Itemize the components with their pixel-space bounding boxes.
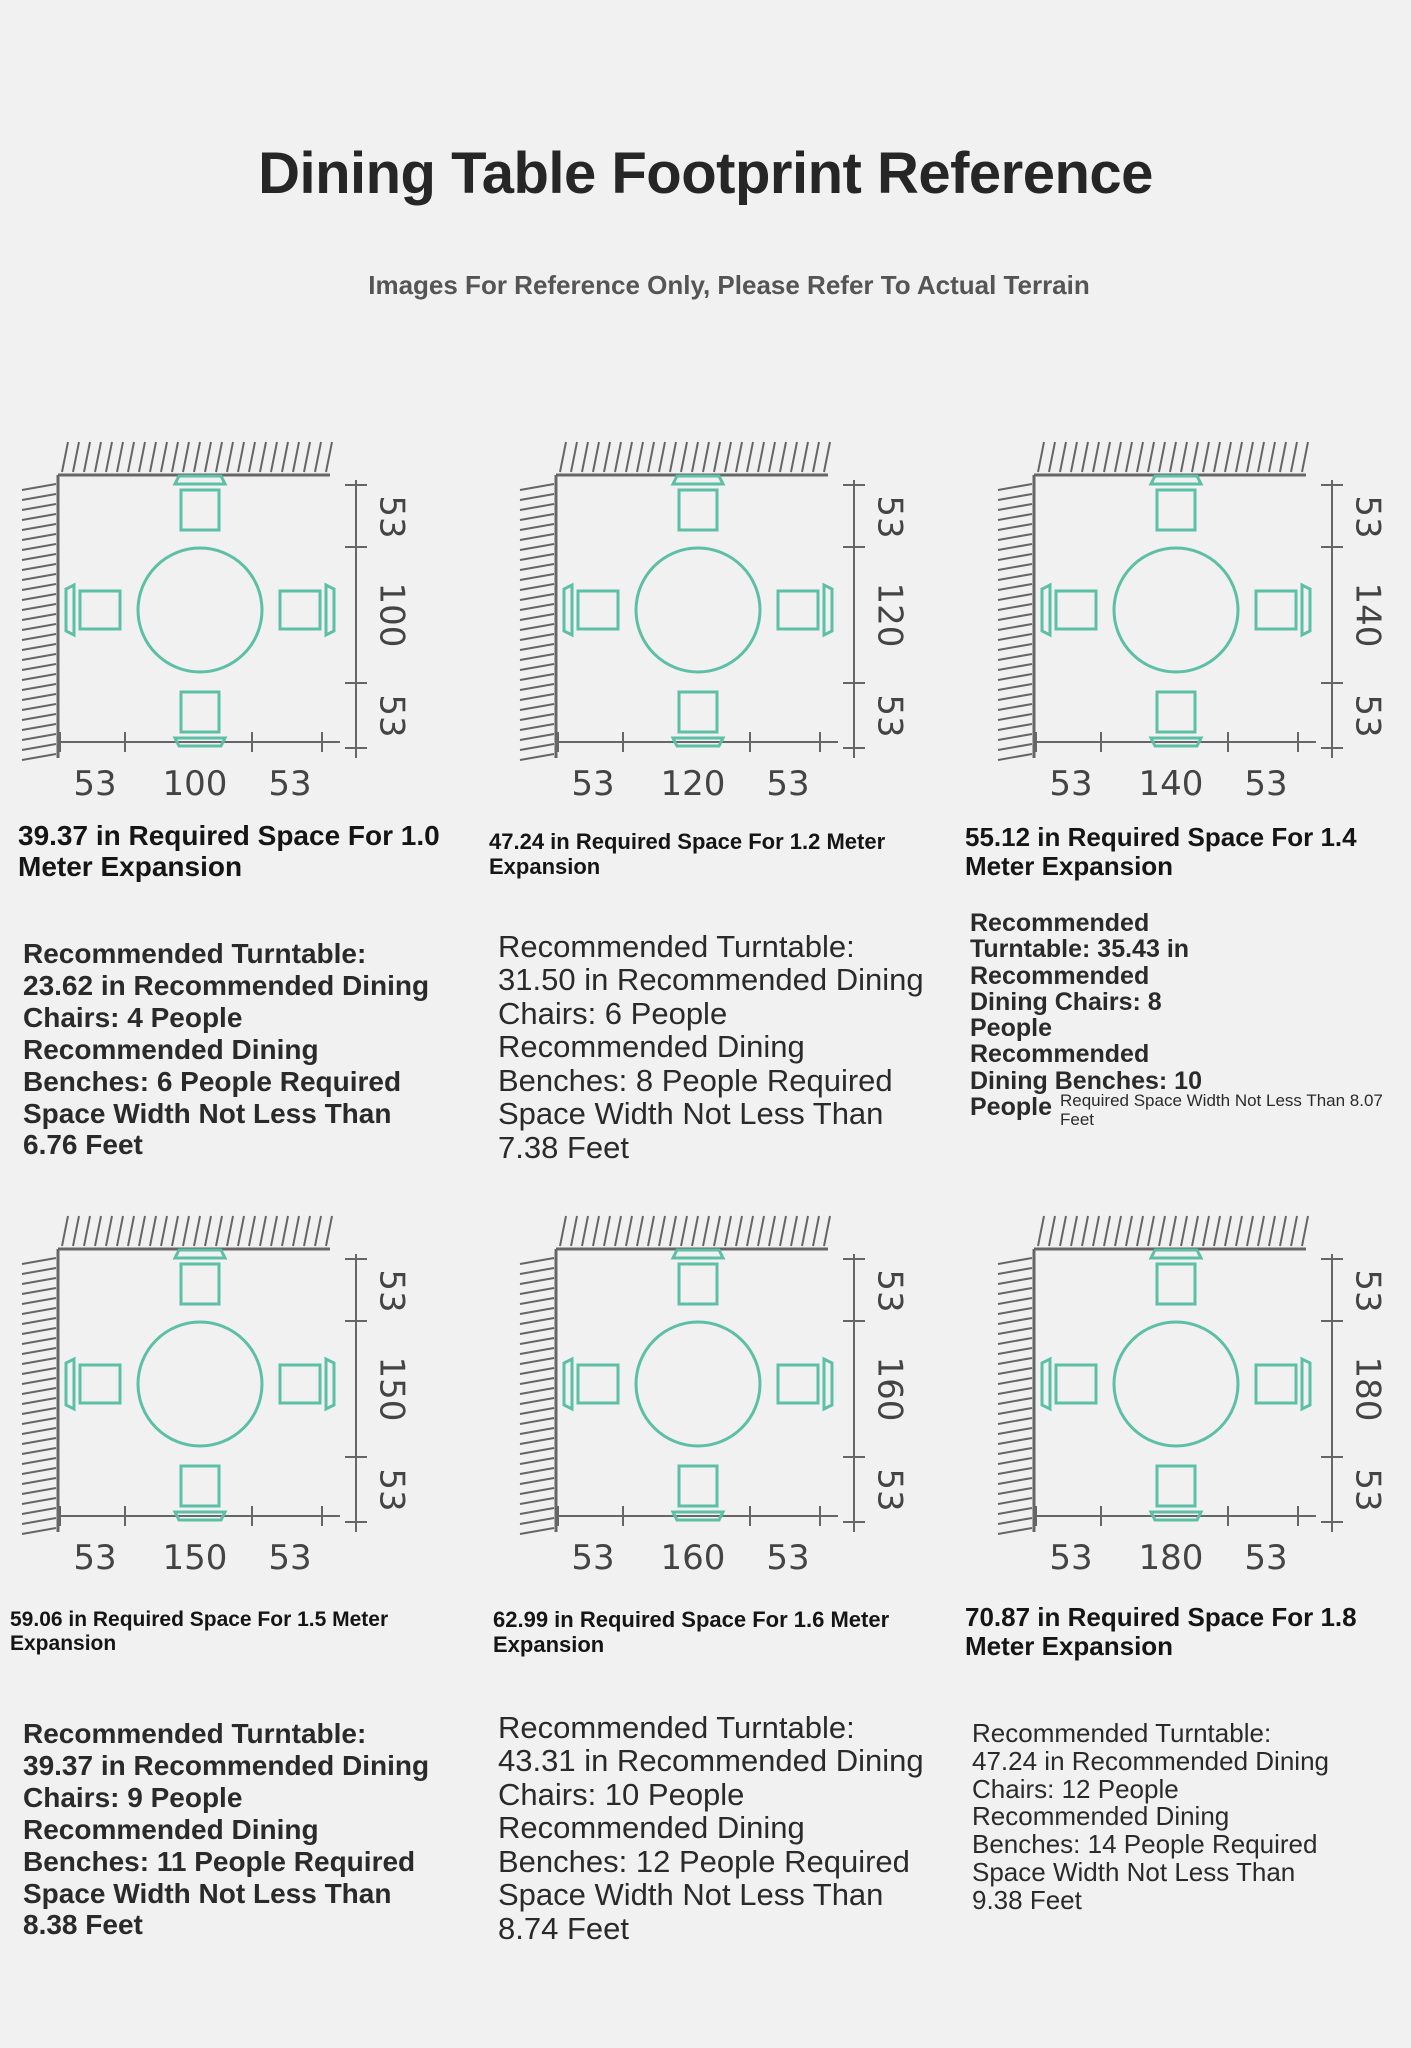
dim-label-bottom-right: 53 <box>766 764 810 804</box>
dim-label-right-size: 120 <box>869 582 910 648</box>
dim-label-bottom-left: 53 <box>571 1538 615 1578</box>
chair-left <box>564 1359 618 1409</box>
dim-label-bottom-size: 140 <box>1138 764 1204 804</box>
dim-label-bottom-left: 53 <box>1049 764 1093 804</box>
table-heading-1: 39.37 in Required Space For 1.0 Meter Expansion <box>18 820 440 883</box>
chair-right <box>1256 585 1310 635</box>
floor-plan-diagram-6 <box>976 1204 1396 1584</box>
floor-plan-diagram-5 <box>498 1204 918 1584</box>
floor-plan-svg <box>0 1204 420 1584</box>
dim-label-bottom-right: 53 <box>1244 764 1288 804</box>
dim-label-bottom-size: 120 <box>660 764 726 804</box>
dim-label-bottom-size: 160 <box>660 1538 726 1578</box>
dim-label-bottom-right: 53 <box>268 764 312 804</box>
dim-label-bottom-left: 53 <box>73 764 117 804</box>
dimension-bottom <box>58 1506 340 1526</box>
dimension-bottom <box>556 1506 838 1526</box>
wall-top-hatch <box>1038 442 1308 472</box>
round-table <box>1114 548 1238 672</box>
dim-label-right-bottom: 53 <box>869 1468 910 1512</box>
recommendation-3-extra: Required Space Width Not Less Than 8.07 Feet <box>1060 1091 1383 1129</box>
wall-left-hatch <box>520 1258 554 1534</box>
dimension-right <box>843 1254 865 1532</box>
round-table <box>1114 1322 1238 1446</box>
dimension-bottom <box>556 732 838 752</box>
floor-plan-svg <box>976 1204 1396 1584</box>
wall-top-hatch <box>560 442 830 472</box>
chair-left <box>1042 1359 1096 1409</box>
recommendation-6: Recommended Turntable: 47.24 in Recommended Dining Chairs: 12 People Recommended Dining Benches: 14 People Required Space Width Not Less Than 9.38 Feet <box>972 1718 1329 1915</box>
page-subtitle: Images For Reference Only, Please Refer To Actual Terrain <box>368 270 1090 300</box>
dim-label-right-bottom: 53 <box>371 694 412 738</box>
table-heading-4: 59.06 in Required Space For 1.5 Meter Expansion <box>10 1608 389 1655</box>
chair-right <box>778 585 832 635</box>
dimension-right <box>345 480 367 758</box>
dimension-bottom <box>1034 1506 1316 1526</box>
dim-label-bottom-right: 53 <box>766 1538 810 1578</box>
dim-label-right-size: 100 <box>371 582 412 648</box>
dim-label-right-bottom: 53 <box>869 694 910 738</box>
dim-label-bottom-size: 100 <box>162 764 228 804</box>
recommendation-5: Recommended Turntable: 43.31 in Recommended Dining Chairs: 10 People Recommended Dining Benches: 12 People Required Space Width Not Less Than 8.74 Feet <box>498 1710 924 1946</box>
dimension-bottom <box>58 732 340 752</box>
wall-left-hatch <box>998 1258 1032 1534</box>
round-table <box>636 1322 760 1446</box>
chair-bottom <box>673 692 723 746</box>
dim-label-right-bottom: 53 <box>1347 1468 1388 1512</box>
chair-bottom <box>1151 692 1201 746</box>
dimension-right <box>1321 480 1343 758</box>
dim-label-right-size: 150 <box>371 1356 412 1422</box>
recommendation-3: Recommended Turntable: 35.43 in Recommended Dining Chairs: 8 People Recommended Dining Benches: 10 People <box>970 909 1202 1121</box>
chair-right <box>280 1359 334 1409</box>
wall-left-hatch <box>998 484 1032 760</box>
dimension-bottom <box>1034 732 1316 752</box>
dim-label-bottom-left: 53 <box>571 764 615 804</box>
chair-bottom <box>673 1466 723 1520</box>
floor-plan-diagram-2 <box>498 430 918 810</box>
table-heading-5: 62.99 in Required Space For 1.6 Meter Expansion <box>493 1607 890 1657</box>
floor-plan-svg <box>498 430 918 810</box>
dim-label-bottom-left: 53 <box>73 1538 117 1578</box>
wall-left-hatch <box>22 484 56 760</box>
dim-label-right-bottom: 53 <box>1347 694 1388 738</box>
chair-right <box>1256 1359 1310 1409</box>
chair-left <box>66 585 120 635</box>
table-heading-6: 70.87 in Required Space For 1.8 Meter Expansion <box>965 1603 1357 1662</box>
dim-label-right-top: 53 <box>371 495 412 539</box>
page-title: Dining Table Footprint Reference <box>258 141 1153 206</box>
dim-label-right-size: 160 <box>869 1356 910 1422</box>
dim-label-right-bottom: 53 <box>371 1468 412 1512</box>
dimension-right <box>1321 1254 1343 1532</box>
chair-bottom <box>1151 1466 1201 1520</box>
dim-label-right-top: 53 <box>1347 1269 1388 1313</box>
floor-plan-diagram-3 <box>976 430 1396 810</box>
wall-top-hatch <box>62 442 332 472</box>
dim-label-right-top: 53 <box>869 495 910 539</box>
chair-top <box>673 476 723 530</box>
wall-top-hatch <box>1038 1216 1308 1246</box>
chair-bottom <box>175 692 225 746</box>
dim-label-bottom-size: 180 <box>1138 1538 1204 1578</box>
floor-plan-svg <box>498 1204 918 1584</box>
recommendation-4: Recommended Turntable: 39.37 in Recommended Dining Chairs: 9 People Recommended Dining Benches: 11 People Required Space Width Not Less Than 8.38 Feet <box>23 1718 430 1941</box>
recommendation-2: Recommended Turntable: 31.50 in Recommended Dining Chairs: 6 People Recommended Dining Benches: 8 People Required Space Width Not Less Than 7.38 Feet <box>498 929 924 1165</box>
chair-bottom <box>175 1466 225 1520</box>
dim-label-bottom-right: 53 <box>1244 1538 1288 1578</box>
floor-plan-diagram-4 <box>0 1204 420 1584</box>
dim-label-right-top: 53 <box>1347 495 1388 539</box>
dim-label-right-top: 53 <box>869 1269 910 1313</box>
wall-top-hatch <box>62 1216 332 1246</box>
dim-label-bottom-right: 53 <box>268 1538 312 1578</box>
round-table <box>138 1322 262 1446</box>
chair-top <box>175 1250 225 1304</box>
table-heading-3: 55.12 in Required Space For 1.4 Meter Expansion <box>965 823 1357 882</box>
chair-right <box>778 1359 832 1409</box>
chair-left <box>564 585 618 635</box>
floor-plan-diagram-1 <box>0 430 420 810</box>
wall-left-hatch <box>520 484 554 760</box>
dim-label-right-size: 180 <box>1347 1356 1388 1422</box>
dim-label-right-top: 53 <box>371 1269 412 1313</box>
dim-label-bottom-left: 53 <box>1049 1538 1093 1578</box>
chair-left <box>1042 585 1096 635</box>
chair-left <box>66 1359 120 1409</box>
chair-top <box>673 1250 723 1304</box>
chair-right <box>280 585 334 635</box>
dim-label-bottom-size: 150 <box>162 1538 228 1578</box>
round-table <box>138 548 262 672</box>
chair-top <box>1151 476 1201 530</box>
dimension-right <box>345 1254 367 1532</box>
floor-plan-svg <box>0 430 420 810</box>
recommendation-1: Recommended Turntable: 23.62 in Recommended Dining Chairs: 4 People Recommended Dining Benches: 6 People Required Space Width Not Less Than 6.76 Feet <box>23 938 430 1161</box>
wall-top-hatch <box>560 1216 830 1246</box>
dim-label-right-size: 140 <box>1347 582 1388 648</box>
wall-left-hatch <box>22 1258 56 1534</box>
round-table <box>636 548 760 672</box>
table-heading-2: 47.24 in Required Space For 1.2 Meter Expansion <box>489 829 886 879</box>
chair-top <box>175 476 225 530</box>
dimension-right <box>843 480 865 758</box>
floor-plan-svg <box>976 430 1396 810</box>
chair-top <box>1151 1250 1201 1304</box>
